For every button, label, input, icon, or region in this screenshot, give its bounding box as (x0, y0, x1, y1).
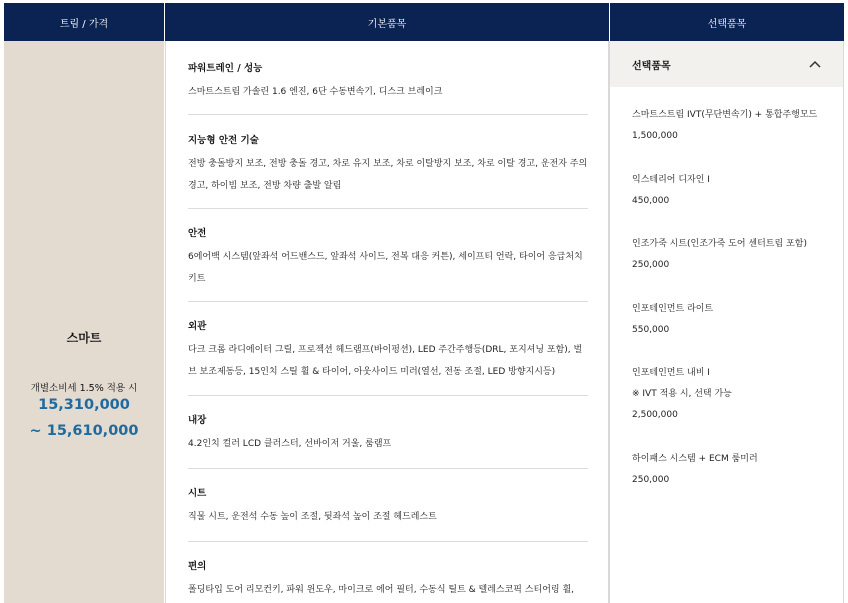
chevron-up-icon (809, 60, 821, 68)
option-item (632, 363, 832, 426)
option-accordion-toggle[interactable] (610, 41, 843, 87)
header-trim-price: 트림 / 가격 (59, 18, 109, 30)
option-item (632, 234, 832, 276)
basic-item-safety-tech (188, 134, 588, 197)
divider (188, 114, 588, 115)
basic-item-convenience (188, 560, 588, 602)
header-basic-items: 기본품목 (164, 3, 609, 41)
option-price: 450,000 (632, 196, 670, 206)
divider (188, 541, 588, 542)
basic-item-title: 안전 (188, 228, 207, 239)
option-price: 550,000 (632, 325, 670, 335)
trim-column (4, 41, 164, 603)
basic-item-title: 편의 (188, 561, 207, 572)
option-accordion-label: 선택품목 (632, 60, 671, 72)
option-name: 인조가죽 시트(인조가죽 도어 센터트림 포함) (632, 239, 807, 249)
basic-item-desc: 스마트스트림 가솔린 1.6 엔진, 6단 수동변속기, 디스크 브레이크 (188, 87, 443, 97)
option-name: 인포테인먼트 내비 I (632, 368, 710, 378)
basic-item-title: 시트 (188, 488, 207, 499)
trim-name: 스마트 (66, 331, 102, 345)
basic-item-seats (188, 487, 588, 529)
option-item (632, 170, 832, 212)
basic-item-title: 내장 (188, 415, 207, 426)
divider (188, 468, 588, 469)
option-name: 익스테리어 디자인 I (632, 175, 710, 185)
option-items-column (609, 41, 844, 603)
option-name: 하이패스 시스템 + ECM 룸미러 (632, 454, 758, 464)
option-price: 250,000 (632, 260, 670, 270)
trim-price-to: ~ 15,610,000 (29, 423, 139, 439)
option-price: 2,500,000 (632, 410, 678, 420)
basic-item-desc: 6에어백 시스템(앞좌석 어드밴스드, 앞좌석 사이드, 전복 대응 커튼), 세이프티 언락, 타이어 응급처치 키트 (188, 252, 583, 284)
option-item (632, 299, 832, 341)
basic-item-desc: 다크 크롬 라디에이터 그릴, 프로젝션 헤드램프(바이펑션), LED 주간주행등(DRL, 포지셔닝 포함), 벌브 보조제동등, 15인치 스틸 휠 & 타이어, 아웃사이드 미러(열선, 전동 조절, LED 방향지시등) (188, 345, 583, 377)
basic-item-powertrain (188, 62, 588, 104)
basic-item-title: 외관 (188, 321, 207, 332)
trim-tax-note: 개별소비세 1.5% 적용 시 (30, 383, 138, 394)
basic-item-interior (188, 414, 588, 456)
divider (188, 395, 588, 396)
option-name: 스마트스트림 IVT(무단변속기) + 통합주행모드 (632, 110, 818, 120)
basic-item-desc: 폴딩타입 도어 리모컨키, 파워 윈도우, 마이크로 에어 필터, 수동식 틸트 & 텔레스코픽 스티어링 휠, (188, 585, 575, 595)
option-item (632, 449, 832, 491)
basic-item-desc: 직물 시트, 운전석 수동 높이 조절, 뒷좌석 높이 조절 헤드레스트 (188, 512, 437, 522)
basic-item-title: 파워트레인 / 성능 (188, 63, 263, 74)
divider (188, 301, 588, 302)
trim-price-from: 15,310,000 (38, 397, 130, 413)
table-header (4, 3, 844, 41)
option-item (632, 105, 832, 147)
basic-item-safety (188, 227, 588, 290)
divider (188, 208, 588, 209)
option-price: 1,500,000 (632, 131, 678, 141)
option-name: 인포테인먼트 라이트 (632, 304, 714, 314)
option-price: 250,000 (632, 475, 670, 485)
basic-item-desc: 전방 충돌방지 보조, 전방 충돌 경고, 차로 유지 보조, 차로 이탈방지 보조, 차로 이탈 경고, 운전자 주의 경고, 하이빔 보조, 전방 차량 출발 알림 (188, 159, 588, 191)
basic-item-exterior (188, 320, 588, 383)
basic-items-column (165, 41, 609, 603)
option-note: ※ IVT 적용 시, 선택 가능 (632, 389, 732, 399)
basic-item-desc: 4.2인치 컬러 LCD 클러스터, 선바이저 거울, 룸램프 (188, 439, 392, 449)
header-option-items: 선택품목 (609, 3, 844, 41)
basic-item-title: 지능형 안전 기술 (188, 135, 259, 146)
